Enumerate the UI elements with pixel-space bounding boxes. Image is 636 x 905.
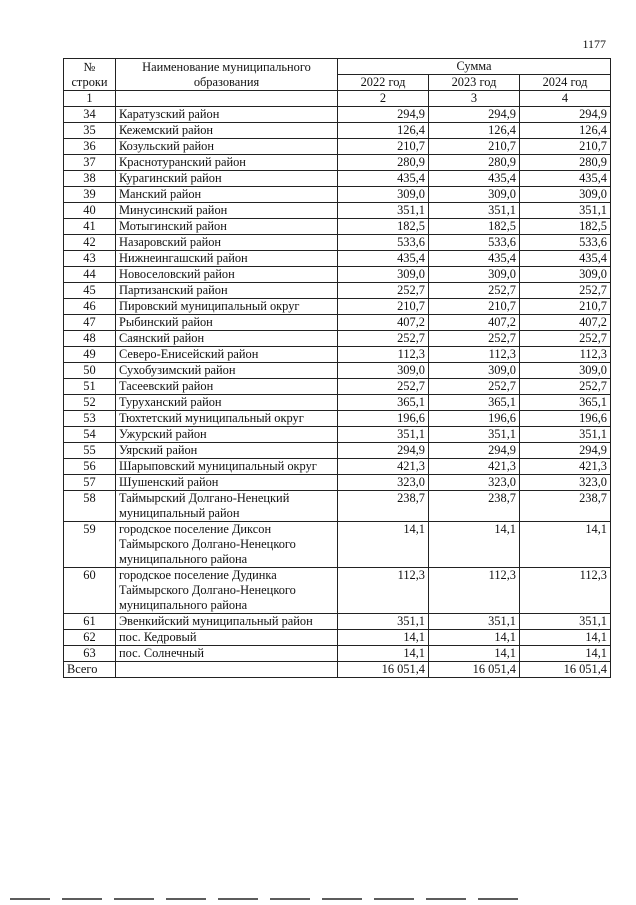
value-2022: 280,9 (338, 155, 429, 171)
value-2022: 14,1 (338, 646, 429, 662)
value-2024: 14,1 (520, 522, 611, 568)
value-2023: 407,2 (429, 315, 520, 331)
row-number: 61 (64, 614, 116, 630)
municipality-name: Краснотуранский район (116, 155, 338, 171)
value-2022: 210,7 (338, 139, 429, 155)
municipality-name: Манский район (116, 187, 338, 203)
table-row (64, 315, 611, 331)
municipality-name: Партизанский район (116, 283, 338, 299)
value-2022: 421,3 (338, 459, 429, 475)
municipality-name: городское поселение Дудинка Таймырского Долгано-Ненецкого муниципального района (116, 568, 338, 614)
total-name (116, 662, 338, 678)
value-2024: 210,7 (520, 299, 611, 315)
header-year-2023: 2023 год (429, 75, 520, 91)
value-2023: 309,0 (429, 267, 520, 283)
row-number: 35 (64, 123, 116, 139)
value-2024: 252,7 (520, 331, 611, 347)
table-row (64, 139, 611, 155)
row-number: 47 (64, 315, 116, 331)
municipality-name: Назаровский район (116, 235, 338, 251)
table-row (64, 443, 611, 459)
value-2023: 421,3 (429, 459, 520, 475)
table-row (64, 171, 611, 187)
municipality-name: Шарыповский муниципальный округ (116, 459, 338, 475)
row-number: 53 (64, 411, 116, 427)
row-number: 54 (64, 427, 116, 443)
municipality-name: Шушенский район (116, 475, 338, 491)
value-2024: 365,1 (520, 395, 611, 411)
municipality-name: Саянский район (116, 331, 338, 347)
value-2024: 309,0 (520, 187, 611, 203)
municipality-name: Пировский муниципальный округ (116, 299, 338, 315)
municipality-name: Ужурский район (116, 427, 338, 443)
municipality-name: городское поселение Диксон Таймырского Долгано-Ненецкого муниципального района (116, 522, 338, 568)
value-2024: 309,0 (520, 363, 611, 379)
value-2023: 323,0 (429, 475, 520, 491)
value-2024: 323,0 (520, 475, 611, 491)
header-year-2022: 2022 год (338, 75, 429, 91)
table-row (64, 459, 611, 475)
row-number: 58 (64, 491, 116, 522)
table-row (64, 187, 611, 203)
table-row (64, 283, 611, 299)
table-row (64, 251, 611, 267)
value-2023: 294,9 (429, 443, 520, 459)
value-2023: 182,5 (429, 219, 520, 235)
table-row (64, 646, 611, 662)
row-number: 48 (64, 331, 116, 347)
municipality-name: Северо-Енисейский район (116, 347, 338, 363)
municipality-name: Минусинский район (116, 203, 338, 219)
value-2022: 126,4 (338, 123, 429, 139)
value-2024: 533,6 (520, 235, 611, 251)
value-2022: 252,7 (338, 283, 429, 299)
value-2024: 252,7 (520, 283, 611, 299)
value-2023: 280,9 (429, 155, 520, 171)
value-2022: 435,4 (338, 171, 429, 187)
row-number: 40 (64, 203, 116, 219)
value-2024: 294,9 (520, 107, 611, 123)
table-body (64, 107, 611, 662)
value-2022: 210,7 (338, 299, 429, 315)
table-row (64, 331, 611, 347)
row-number: 44 (64, 267, 116, 283)
total-row (64, 662, 611, 678)
value-2023: 294,9 (429, 107, 520, 123)
value-2022: 112,3 (338, 568, 429, 614)
value-2022: 323,0 (338, 475, 429, 491)
municipality-name: Кежемский район (116, 123, 338, 139)
value-2022: 14,1 (338, 522, 429, 568)
value-2022: 294,9 (338, 107, 429, 123)
row-number: 46 (64, 299, 116, 315)
value-2023: 252,7 (429, 283, 520, 299)
municipality-name: Новоселовский район (116, 267, 338, 283)
table-row (64, 267, 611, 283)
value-2022: 407,2 (338, 315, 429, 331)
value-2022: 365,1 (338, 395, 429, 411)
row-number: 56 (64, 459, 116, 475)
value-2022: 252,7 (338, 379, 429, 395)
value-2022: 14,1 (338, 630, 429, 646)
header-year-2024: 2024 год (520, 75, 611, 91)
value-2023: 309,0 (429, 187, 520, 203)
row-number: 37 (64, 155, 116, 171)
value-2024: 182,5 (520, 219, 611, 235)
municipality-name: Тасеевский район (116, 379, 338, 395)
value-2022: 196,6 (338, 411, 429, 427)
value-2022: 252,7 (338, 331, 429, 347)
table-row (64, 379, 611, 395)
value-2024: 14,1 (520, 630, 611, 646)
value-2023: 309,0 (429, 363, 520, 379)
municipality-name: Уярский район (116, 443, 338, 459)
total-2023: 16 051,4 (429, 662, 520, 678)
row-number: 39 (64, 187, 116, 203)
value-2023: 533,6 (429, 235, 520, 251)
value-2022: 351,1 (338, 427, 429, 443)
table-row (64, 614, 611, 630)
value-2023: 252,7 (429, 331, 520, 347)
value-2023: 238,7 (429, 491, 520, 522)
value-2022: 309,0 (338, 267, 429, 283)
row-number: 45 (64, 283, 116, 299)
column-number-4: 4 (520, 91, 611, 107)
value-2022: 351,1 (338, 203, 429, 219)
row-number: 60 (64, 568, 116, 614)
municipality-name: Курагинский район (116, 171, 338, 187)
column-number-2: 2 (338, 91, 429, 107)
value-2023: 14,1 (429, 522, 520, 568)
value-2024: 351,1 (520, 203, 611, 219)
municipality-name: Каратузский район (116, 107, 338, 123)
table-header (64, 59, 611, 107)
column-number-1: 1 (64, 91, 116, 107)
value-2022: 309,0 (338, 363, 429, 379)
row-number: 57 (64, 475, 116, 491)
municipality-name: Эвенкийский муниципальный район (116, 614, 338, 630)
value-2023: 14,1 (429, 630, 520, 646)
value-2023: 365,1 (429, 395, 520, 411)
municipality-name: Тюхтетский муниципальный округ (116, 411, 338, 427)
value-2023: 351,1 (429, 427, 520, 443)
value-2024: 407,2 (520, 315, 611, 331)
table-row (64, 522, 611, 568)
row-number: 55 (64, 443, 116, 459)
municipality-name: Туруханский район (116, 395, 338, 411)
table-row (64, 107, 611, 123)
value-2023: 112,3 (429, 347, 520, 363)
municipality-name: Сухобузимский район (116, 363, 338, 379)
column-number-3: 3 (429, 91, 520, 107)
allocation-table (63, 58, 611, 678)
value-2024: 126,4 (520, 123, 611, 139)
total-2022: 16 051,4 (338, 662, 429, 678)
value-2024: 294,9 (520, 443, 611, 459)
value-2024: 14,1 (520, 646, 611, 662)
row-number: 50 (64, 363, 116, 379)
value-2023: 252,7 (429, 379, 520, 395)
row-number: 43 (64, 251, 116, 267)
value-2024: 435,4 (520, 171, 611, 187)
table-row (64, 219, 611, 235)
value-2023: 435,4 (429, 171, 520, 187)
table-row (64, 491, 611, 522)
table-row (64, 568, 611, 614)
value-2023: 126,4 (429, 123, 520, 139)
column-number-1b (116, 91, 338, 107)
municipality-name: Мотыгинский район (116, 219, 338, 235)
total-label: Всего (64, 662, 116, 678)
table-row (64, 347, 611, 363)
municipality-name: Рыбинский район (116, 315, 338, 331)
table-row (64, 475, 611, 491)
value-2024: 309,0 (520, 267, 611, 283)
value-2023: 210,7 (429, 299, 520, 315)
table-row (64, 630, 611, 646)
value-2022: 309,0 (338, 187, 429, 203)
value-2022: 533,6 (338, 235, 429, 251)
row-number: 34 (64, 107, 116, 123)
value-2024: 351,1 (520, 614, 611, 630)
value-2023: 351,1 (429, 203, 520, 219)
row-number: 52 (64, 395, 116, 411)
value-2023: 351,1 (429, 614, 520, 630)
value-2022: 182,5 (338, 219, 429, 235)
row-number: 49 (64, 347, 116, 363)
row-number: 59 (64, 522, 116, 568)
municipality-name: Таймырский Долгано-Ненецкий муниципальный район (116, 491, 338, 522)
value-2022: 294,9 (338, 443, 429, 459)
table-footer (64, 662, 611, 678)
table-row (64, 299, 611, 315)
table-row (64, 123, 611, 139)
value-2022: 351,1 (338, 614, 429, 630)
value-2024: 435,4 (520, 251, 611, 267)
table-row (64, 427, 611, 443)
header-sum: Сумма (338, 59, 611, 75)
table-row (64, 235, 611, 251)
municipality-name: пос. Солнечный (116, 646, 338, 662)
row-number: 38 (64, 171, 116, 187)
value-2022: 112,3 (338, 347, 429, 363)
row-number: 36 (64, 139, 116, 155)
table-row (64, 203, 611, 219)
value-2024: 112,3 (520, 347, 611, 363)
value-2023: 435,4 (429, 251, 520, 267)
header-municipality-name: Наименование муниципального образования (116, 59, 338, 91)
table-row (64, 155, 611, 171)
header-row-number: № строки (64, 59, 116, 91)
row-number: 42 (64, 235, 116, 251)
row-number: 41 (64, 219, 116, 235)
value-2024: 210,7 (520, 139, 611, 155)
table-row (64, 363, 611, 379)
total-2024: 16 051,4 (520, 662, 611, 678)
value-2023: 210,7 (429, 139, 520, 155)
value-2024: 112,3 (520, 568, 611, 614)
page-number: 1177 (582, 37, 606, 51)
value-2023: 14,1 (429, 646, 520, 662)
value-2024: 238,7 (520, 491, 611, 522)
row-number: 51 (64, 379, 116, 395)
table-row (64, 395, 611, 411)
municipality-name: Козульский район (116, 139, 338, 155)
row-number: 62 (64, 630, 116, 646)
table-row (64, 411, 611, 427)
value-2024: 252,7 (520, 379, 611, 395)
value-2023: 112,3 (429, 568, 520, 614)
value-2024: 351,1 (520, 427, 611, 443)
value-2024: 421,3 (520, 459, 611, 475)
value-2022: 238,7 (338, 491, 429, 522)
row-number: 63 (64, 646, 116, 662)
value-2024: 196,6 (520, 411, 611, 427)
value-2023: 196,6 (429, 411, 520, 427)
municipality-name: пос. Кедровый (116, 630, 338, 646)
value-2022: 435,4 (338, 251, 429, 267)
value-2024: 280,9 (520, 155, 611, 171)
municipality-name: Нижнеингашский район (116, 251, 338, 267)
scan-edge-line (10, 898, 530, 900)
